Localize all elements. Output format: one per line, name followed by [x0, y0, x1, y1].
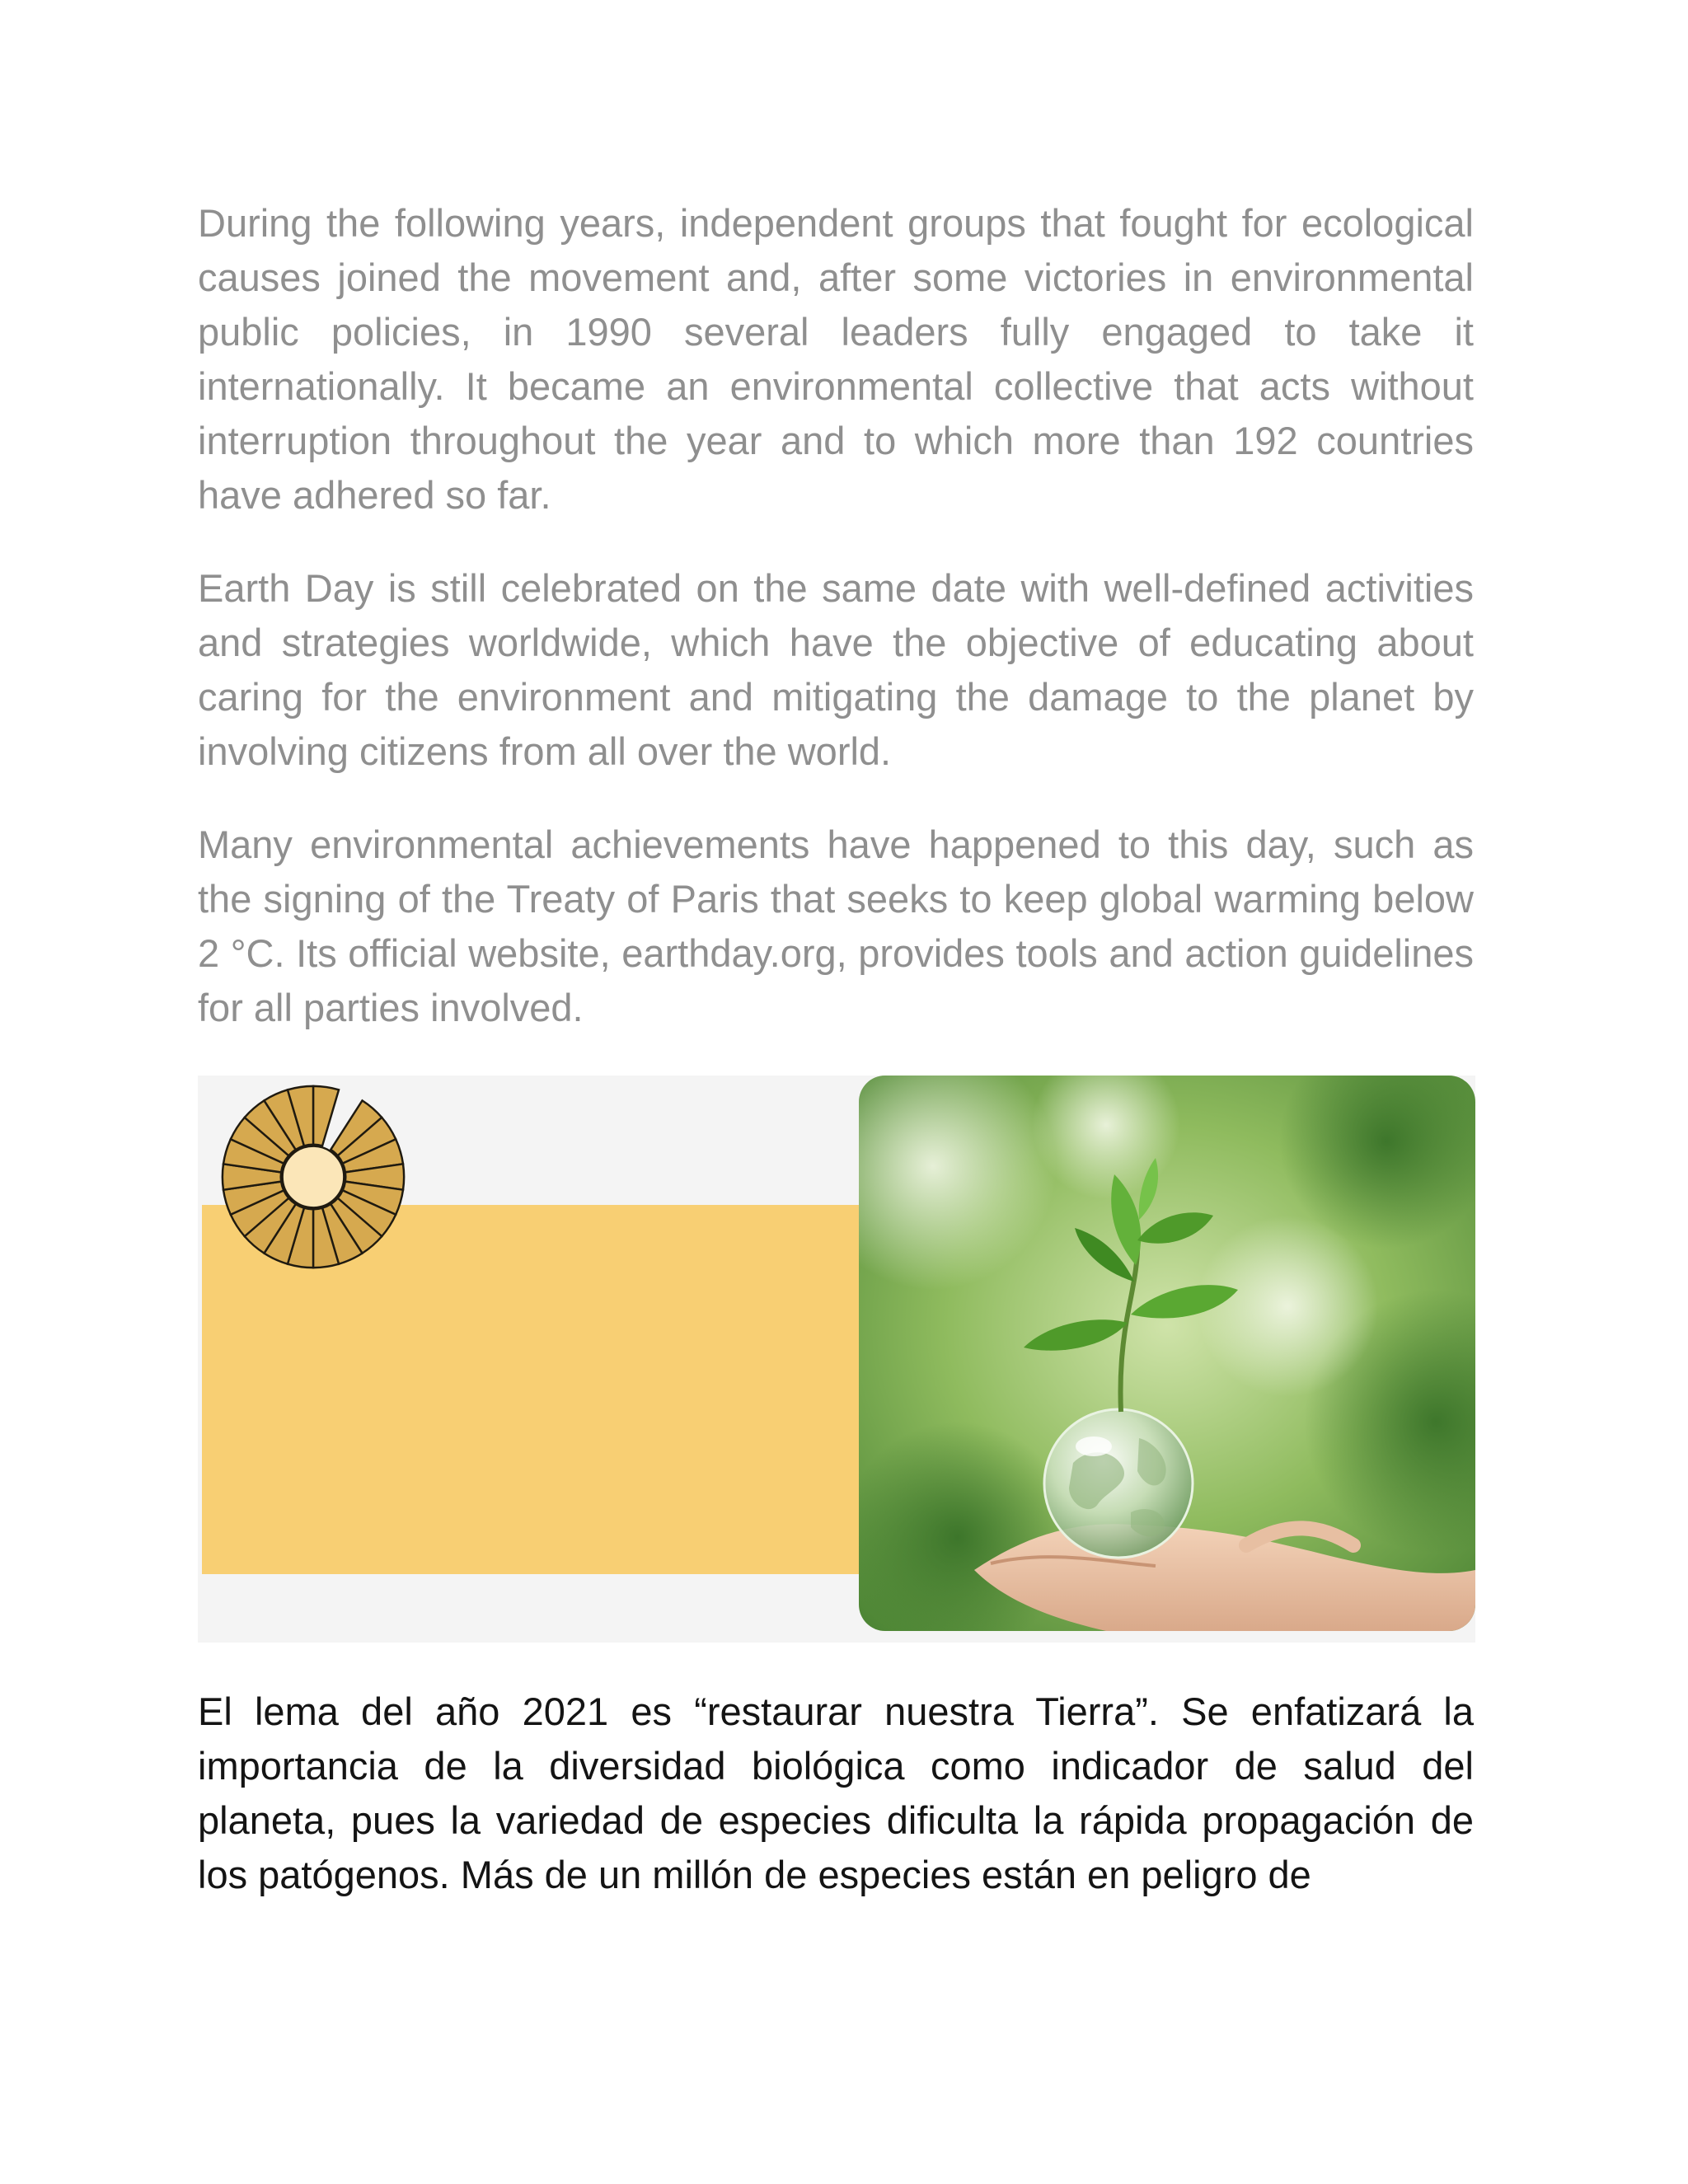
celebration-banner-image	[198, 1076, 1475, 1643]
sun-logo-icon	[216, 1080, 410, 1274]
paragraph-earth-day-celebration: Earth Day is still celebrated on the same date with well-defined activities and strategies worldwide, which have the objective of educating about caring for the environment and mitigating the damage to the planet by involving citizens from all over the world.	[198, 566, 1474, 773]
hand-holding-globe-photo	[859, 1076, 1475, 1631]
sun-ray-segment	[313, 1086, 339, 1146]
paragraph-environmental-achievements: Many environmental achievements have happened to this day, such as the signing of the Treaty of Paris that seeks to keep global warming below 2 °C. Its official website, earthday.org, provides tools and action guidelines for all parties involved.	[198, 823, 1474, 1029]
paragraph-earth-day-history: During the following years, independent groups that fought for ecological causes joined the movement and, after some victories in environmental public policies, in 1990 several leaders fully engaged to take it internationally. It became an environmental collective that acts without interruption throughout the year and to which more than 192 countries have adhered so far.	[198, 201, 1474, 517]
paragraph-motto-2021: El lema del año 2021 es “restaurar nuestra Tierra”. Se enfatizará la importancia de la diversidad biológica como indicador de salud del planeta, pues la variedad de especies dificulta la rápida propagación de los patógenos. Más de un millón de especies están en peligro de	[198, 1690, 1474, 1896]
